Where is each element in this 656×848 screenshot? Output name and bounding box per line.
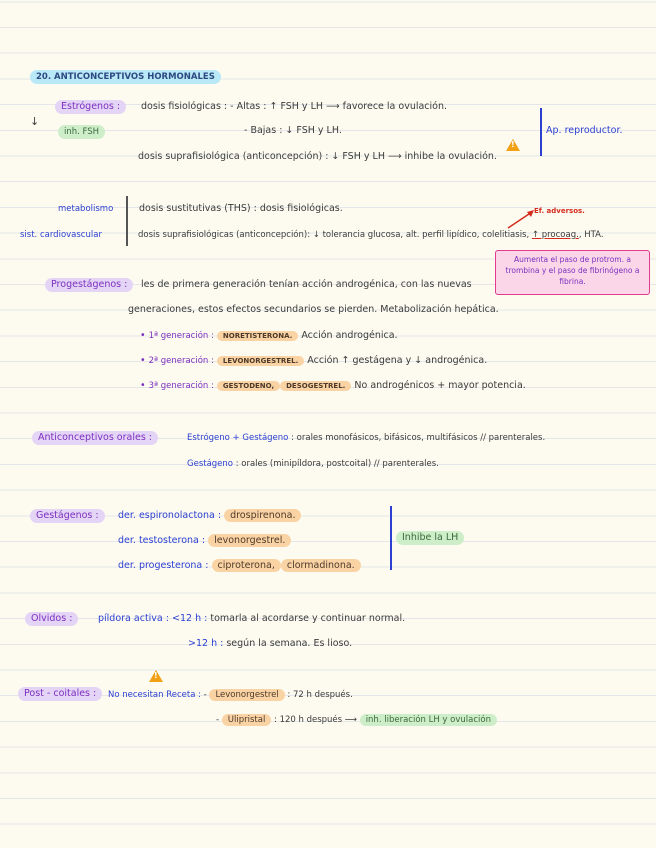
- orales-label: Anticonceptivos orales :: [32, 431, 158, 445]
- metabolismo-label: metabolismo: [58, 204, 114, 214]
- gestagenos-label: Gestágenos :: [30, 509, 105, 523]
- inhibe-lh-tag: Inhibe la LH: [396, 531, 464, 545]
- warning-icon: [506, 139, 520, 151]
- olvidos-label: Olvidos :: [25, 612, 78, 626]
- warning-icon: [149, 670, 163, 682]
- estrogenos-label: Estrógenos :: [55, 100, 126, 114]
- adverse-effects-label: Ef. adversos.: [534, 207, 585, 215]
- olvidos-line1: píldora activa : <12 h : tomarla al acordarse y continuar normal.: [98, 613, 406, 624]
- ap-reproductor-label: Ap. reproductor.: [546, 125, 623, 136]
- red-arrow-icon: [505, 208, 537, 230]
- postcoitales-label: Post - coitales :: [18, 687, 102, 701]
- inh-fsh-tag: inh. FSH: [58, 125, 105, 139]
- gen1-row: • 1ª generación : NORETISTERONA. Acción androgénica.: [140, 330, 398, 341]
- olvidos-line2: >12 h : según la semana. Es lioso.: [188, 638, 353, 649]
- metabolismo-line1: dosis sustitutivas (THS) : dosis fisiológicas.: [139, 203, 343, 214]
- orales-line1: Estrógeno + Gestágeno : orales monofásicos, bifásicos, multifásicos // parenterales.: [187, 433, 546, 443]
- postcoitales-line2: - Ulipristal : 120 h después ⟶ inh. liberación LH y ovulación: [216, 714, 497, 726]
- orales-line2: Gestágeno : orales (minipíldora, postcoital) // parenterales.: [187, 459, 439, 469]
- progestagenos-label: Progestágenos :: [45, 278, 133, 292]
- divider-line: [126, 196, 128, 246]
- estrogenos-line1: dosis fisiológicas : - Altas : ↑ FSH y LH ⟶ favorece la ovulación.: [141, 101, 448, 112]
- progestagenos-line2: generaciones, estos efectos secundarios se pierden. Metabolización hepática.: [128, 304, 499, 315]
- gestagenos-row2: der. testosterona : levonorgestrel.: [118, 535, 291, 547]
- bracket-line: [390, 506, 392, 570]
- estrogenos-line3: dosis suprafisiológica (anticoncepción) : ↓ FSH y LH ⟶ inhibe la ovulación.: [138, 151, 497, 162]
- cardiovascular-label: sist. cardiovascular: [20, 230, 102, 240]
- page-title: 20. ANTICONCEPTIVOS HORMONALES: [30, 70, 221, 84]
- progestagenos-line1: les de primera generación tenían acción androgénica, con las nuevas: [141, 279, 472, 290]
- gestagenos-row1: der. espironolactona : drospirenona.: [118, 510, 301, 522]
- metabolismo-line2: dosis suprafisiológicas (anticoncepción): ↓ tolerancia glucosa, alt. perfil lipídico, colelitiasis, ↑ procoag., HTA.: [138, 230, 604, 240]
- procoagulant-note: Aumenta el paso de protrom. a trombina y el paso de fibrinógeno a fibrina.: [495, 250, 650, 295]
- bracket-line: [540, 108, 542, 156]
- gen3-row: • 3ª generación : GESTODENO, DESOGESTREL. No androgénicos + mayor potencia.: [140, 380, 526, 391]
- estrogenos-line2: - Bajas : ↓ FSH y LH.: [244, 125, 342, 136]
- gestagenos-row3: der. progesterona : ciproterona, clormadinona.: [118, 560, 361, 572]
- gen2-row: • 2ª generación : LEVONORGESTREL. Acción ↑ gestágena y ↓ androgénica.: [140, 355, 488, 366]
- postcoitales-line1: No necesitan Receta : - Levonorgestrel : 72 h después.: [108, 690, 353, 700]
- down-arrow-icon: ↓: [30, 115, 40, 128]
